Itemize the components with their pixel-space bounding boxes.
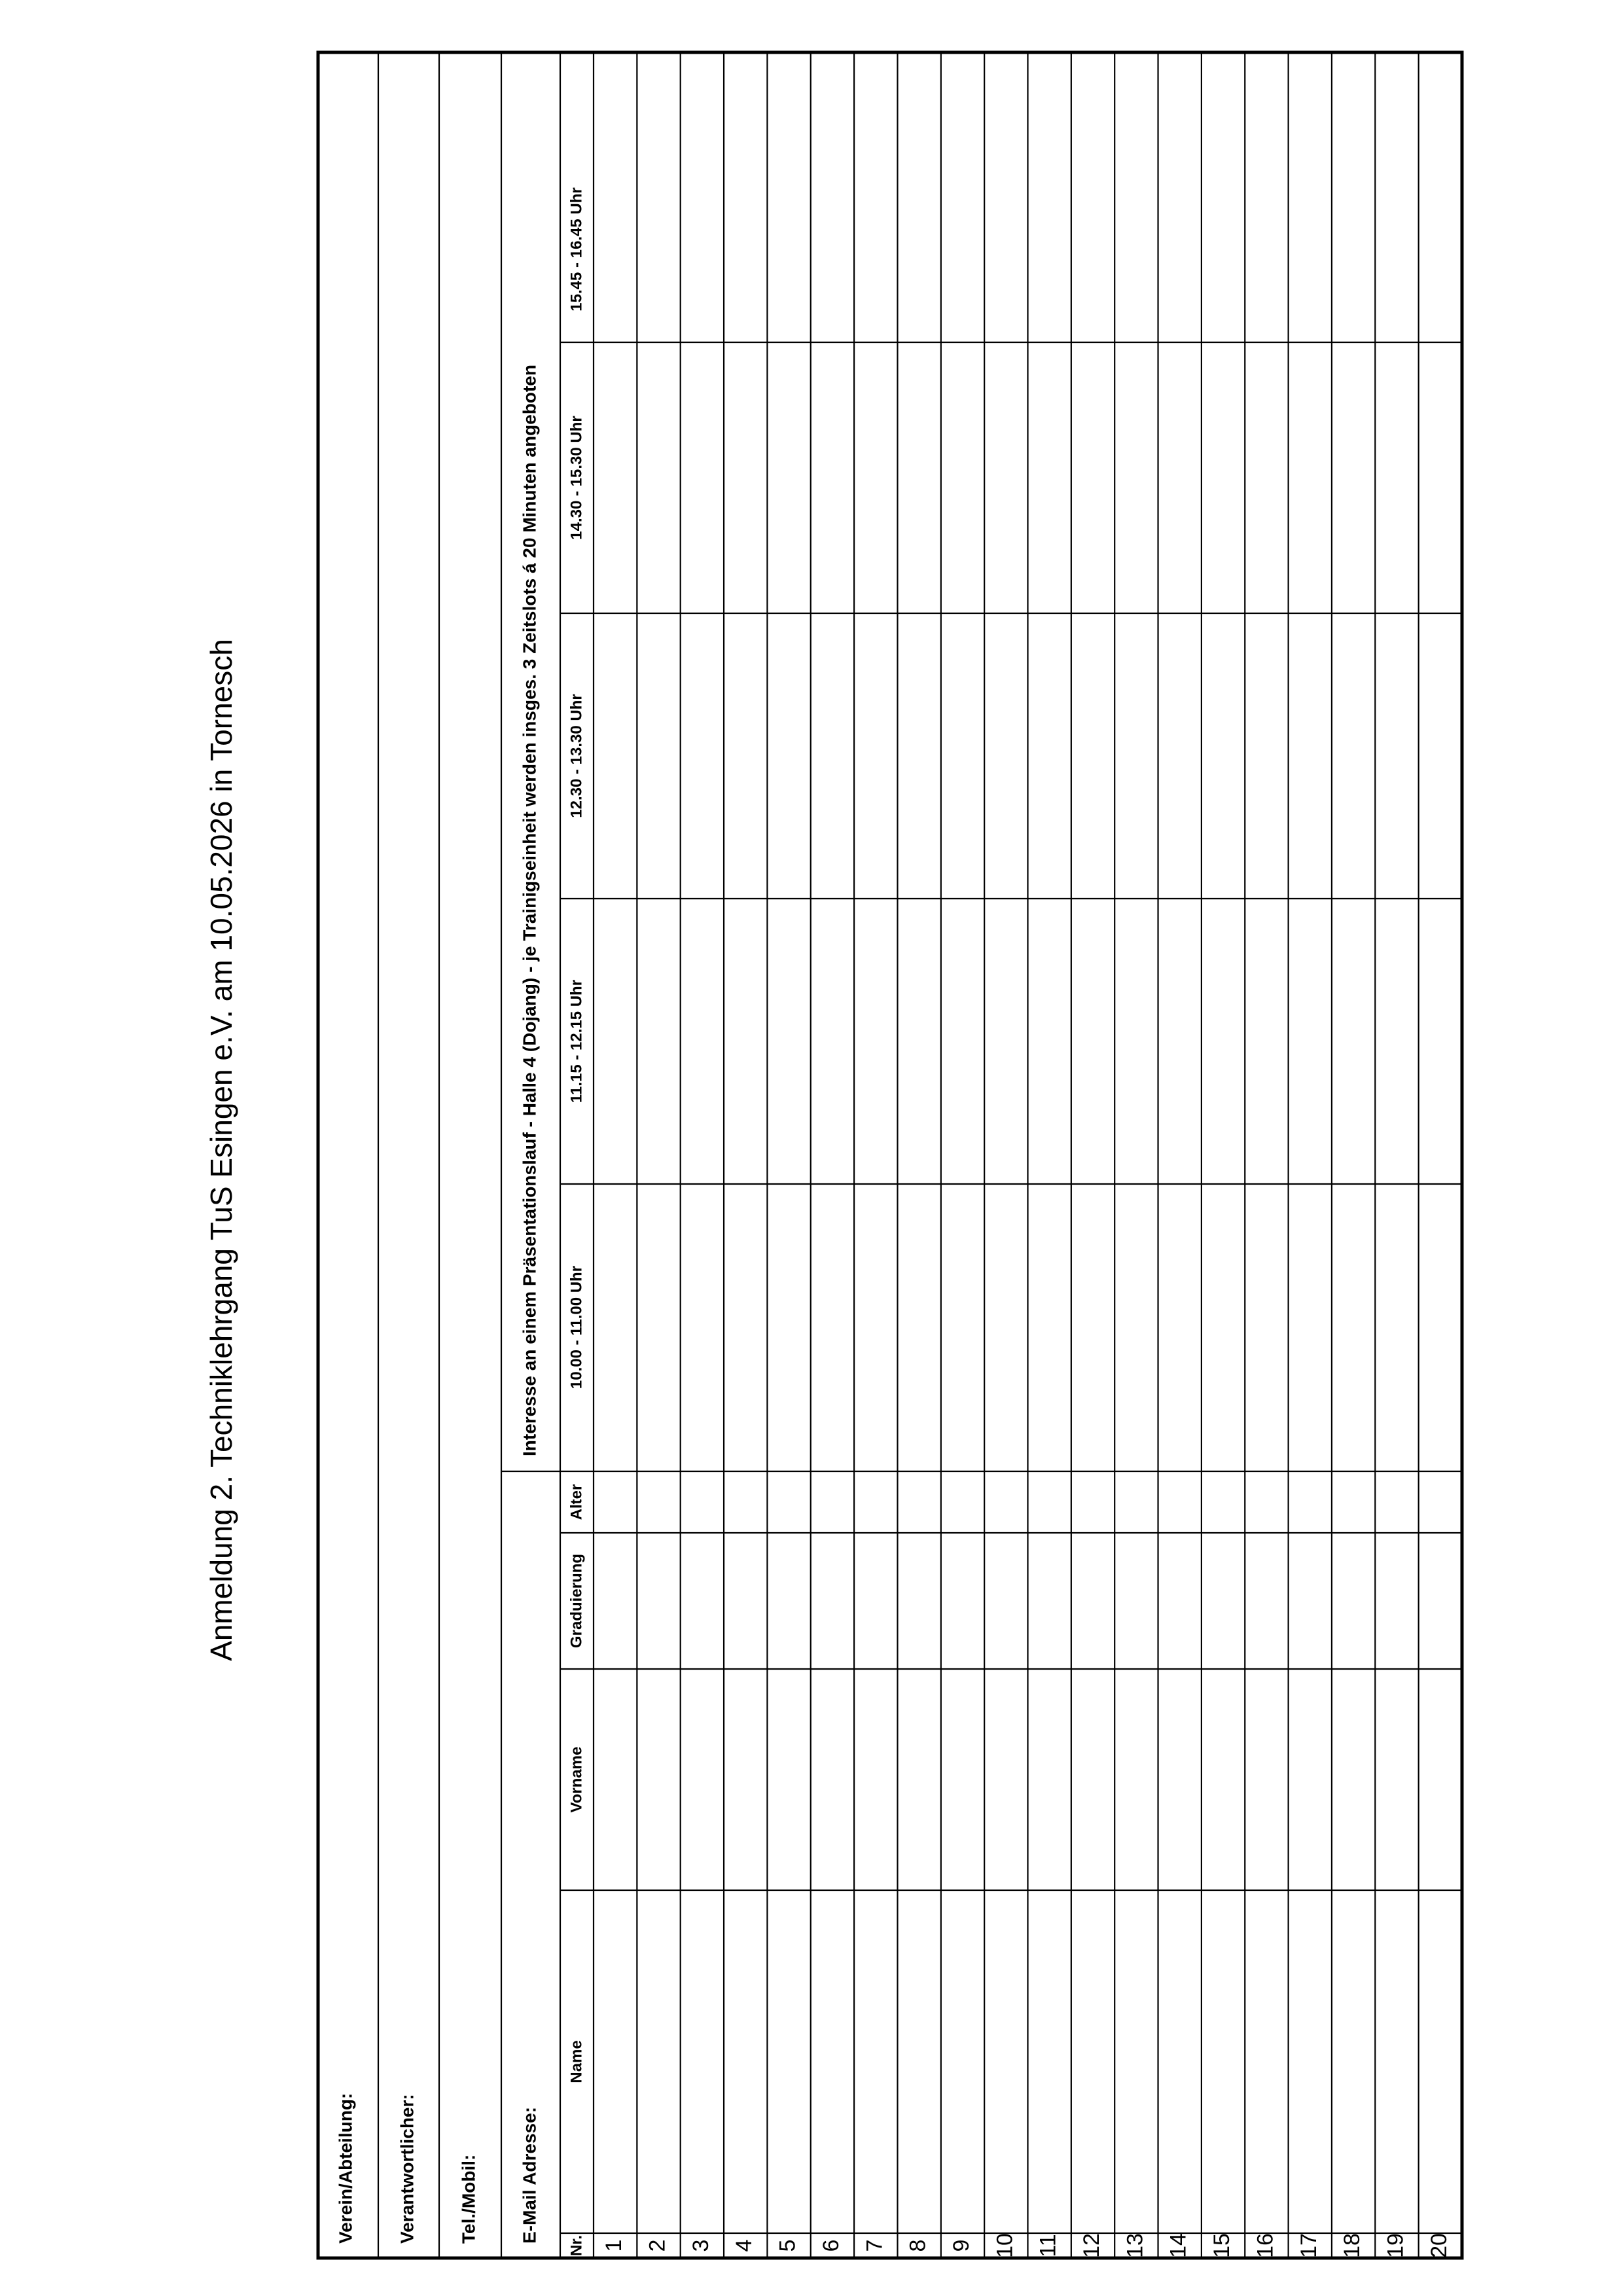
column-header-name: Name	[567, 2040, 586, 2083]
row-number: 7	[862, 2239, 887, 2252]
time-slot-header: 12.30 - 13.30 Uhr	[567, 694, 586, 818]
row-number: 12	[1079, 2233, 1105, 2258]
row-number: 16	[1253, 2233, 1278, 2258]
row-number: 13	[1122, 2233, 1148, 2258]
column-header-graduierung: Graduierung	[567, 1553, 586, 1649]
club-department-label: Verein/Abteilung:	[335, 2092, 356, 2244]
form-grid	[378, 52, 1462, 2258]
time-slot-header: 15.45 - 16.45 Uhr	[567, 187, 586, 312]
row-numbers	[601, 2233, 1452, 2258]
row-number: 4	[732, 2239, 757, 2252]
row-number: 10	[992, 2233, 1018, 2258]
responsible-person-label: Verantwortlicher:	[397, 2094, 418, 2244]
time-slot-header: 14.30 - 15.30 Uhr	[567, 416, 586, 540]
row-number: 1	[601, 2239, 627, 2252]
column-header-nr: Nr.	[567, 2234, 586, 2257]
time-slot-header: 11.15 - 12.15 Uhr	[567, 979, 586, 1103]
document-title: Anmeldung 2. Techniklehrgang TuS Esingen e.V. am 10.05.2026 in Tornesch	[204, 639, 239, 1661]
row-number: 2	[645, 2239, 670, 2252]
email-address-label: E-Mail Adresse:	[519, 2106, 540, 2244]
form-table-frame	[318, 52, 1462, 2258]
row-number: 9	[948, 2239, 974, 2252]
row-number: 14	[1166, 2233, 1191, 2258]
row-number: 8	[905, 2239, 931, 2252]
column-header-vorname: Vorname	[567, 1746, 586, 1813]
presentation-interest-note: Interesse an einem Präsentationslauf - Halle 4 (Dojang) - je Trainigseinheit werden insges. 3 Zeitslots á 20 Minuten angeboten	[519, 365, 540, 1456]
row-number: 15	[1209, 2233, 1235, 2258]
row-number: 5	[775, 2239, 800, 2252]
row-number: 11	[1035, 2234, 1061, 2257]
phone-mobile-label: Tel./Mobil:	[458, 2154, 479, 2244]
row-number: 3	[688, 2239, 713, 2252]
row-number: 6	[818, 2239, 844, 2252]
row-number: 19	[1383, 2233, 1408, 2258]
column-header-alter: Alter	[567, 1484, 586, 1520]
row-number: 20	[1426, 2233, 1452, 2258]
time-slot-header: 10.00 - 11.00 Uhr	[567, 1265, 586, 1390]
row-number: 17	[1296, 2233, 1321, 2258]
row-number: 18	[1340, 2233, 1365, 2258]
